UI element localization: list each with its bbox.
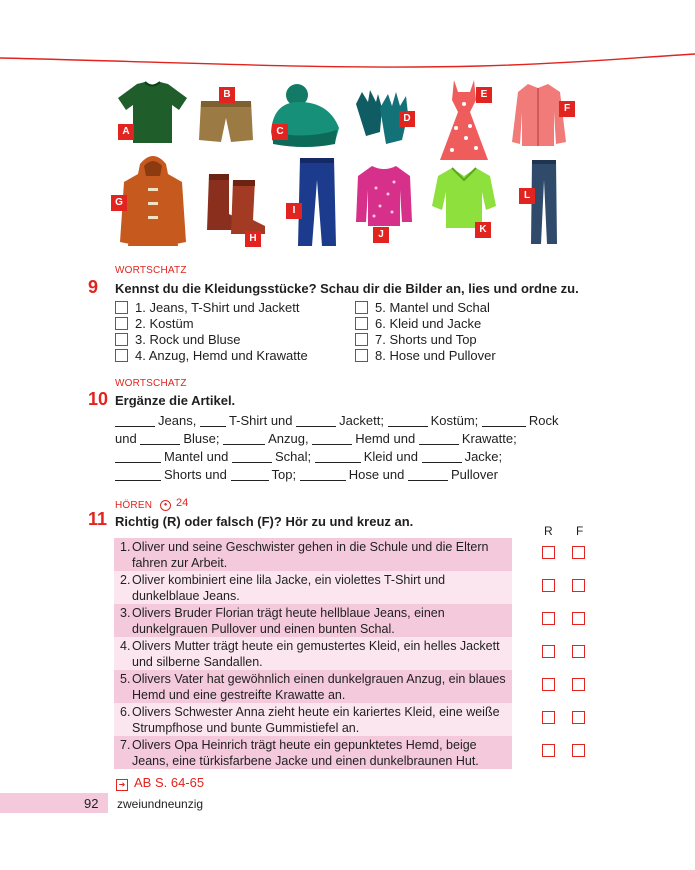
blank[interactable] — [315, 450, 361, 463]
image-label-j: J — [373, 227, 389, 243]
checkbox-richtig[interactable] — [542, 612, 555, 625]
ex10-category: WORTSCHATZ — [115, 378, 187, 389]
checkbox-falsch[interactable] — [572, 711, 585, 724]
ex9-option[interactable]: 7. Shorts und Top — [355, 332, 477, 348]
page-number-word: zweiundneunzig — [117, 797, 204, 811]
ex9-option[interactable]: 4. Anzug, Hemd und Krawatte — [115, 348, 308, 364]
blank[interactable] — [232, 450, 272, 463]
checkbox-falsch[interactable] — [572, 579, 585, 592]
checkbox[interactable] — [115, 349, 128, 362]
ex10-line: Mantel und Schal; Kleid und Jacke; — [115, 448, 575, 465]
blank[interactable] — [300, 468, 346, 481]
image-k-blouse — [430, 166, 498, 230]
ex10-line: Jeans, T-Shirt und Jackett; Kostüm; Rock — [115, 412, 575, 429]
ex9-option[interactable]: 6. Kleid und Jacke — [355, 316, 481, 332]
ex9-option[interactable]: 1. Jeans, T-Shirt und Jackett — [115, 300, 300, 316]
ex10-line: und Bluse; Anzug, Hemd und Krawatte; — [115, 431, 517, 446]
ex9-task: Kennst du die Kleidungsstücke? Schau dir die Bilder an, lies und ordne zu. — [115, 281, 579, 296]
ex10-task: Ergänze die Artikel. — [115, 393, 236, 408]
checkbox[interactable] — [115, 317, 128, 330]
blank[interactable] — [115, 450, 161, 463]
checkbox-richtig[interactable] — [542, 579, 555, 592]
checkbox-richtig[interactable] — [542, 678, 555, 691]
statement-row: 5. Olivers Vater hat gewöhnlich einen dunkelgrauen Anzug, ein blaues Hemd und eine gestreifte Krawatte an. — [114, 670, 512, 703]
column-header-r: R — [544, 524, 553, 538]
image-g-coat — [118, 152, 188, 248]
checkbox-falsch[interactable] — [572, 678, 585, 691]
blank[interactable] — [312, 432, 352, 445]
ex9-category: WORTSCHATZ — [115, 265, 187, 276]
blank[interactable] — [296, 414, 336, 427]
ex11-track[interactable]: ● 24 — [160, 497, 188, 511]
blank[interactable] — [482, 414, 526, 427]
checkbox-falsch[interactable] — [572, 645, 585, 658]
blank[interactable] — [422, 450, 462, 463]
checkbox[interactable] — [115, 301, 128, 314]
statement-row: 4. Olivers Mutter trägt heute ein gemustertes Kleid, ein helles Jackett und silberne Sandallen. — [114, 637, 512, 670]
image-label-e: E — [476, 87, 492, 103]
checkbox[interactable] — [355, 317, 368, 330]
blank[interactable] — [223, 432, 265, 445]
statement-row: 2. Oliver kombiniert eine lila Jacke, ein violettes T-Shirt und dunkelblaue Jeans. — [114, 571, 512, 604]
image-label-f: F — [559, 101, 575, 117]
column-header-f: F — [576, 524, 584, 538]
checkbox-falsch[interactable] — [572, 612, 585, 625]
blank[interactable] — [231, 468, 269, 481]
ex9-number: 9 — [88, 277, 99, 297]
blank[interactable] — [200, 414, 226, 427]
statement-row: 6. Olivers Schwester Anna zieht heute ein kariertes Kleid, eine weiße Strumpfhose und bunte Gummistiefel an. — [114, 703, 512, 736]
checkbox-richtig[interactable] — [542, 546, 555, 559]
blank[interactable] — [140, 432, 180, 445]
blank[interactable] — [115, 414, 155, 427]
image-label-d: D — [399, 111, 415, 127]
checkbox[interactable] — [115, 333, 128, 346]
checkbox[interactable] — [355, 301, 368, 314]
checkbox-richtig[interactable] — [542, 744, 555, 757]
statement-row: 7. Olivers Opa Heinrich trägt heute ein gepunktetes Hemd, beige Jeans, eine türkisfarbene Jacke und einen dunkelbraunen Hut. — [114, 736, 512, 769]
ex9-option[interactable]: 5. Mantel und Schal — [355, 300, 490, 316]
arrow-icon: ➜ — [116, 779, 128, 791]
image-label-a: A — [118, 124, 134, 140]
ex11-category: HÖREN — [115, 500, 153, 511]
page-number: 92 — [84, 796, 99, 811]
image-h-boots — [203, 170, 267, 236]
checkbox-richtig[interactable] — [542, 645, 555, 658]
checkbox-richtig[interactable] — [542, 711, 555, 724]
checkbox[interactable] — [355, 333, 368, 346]
ex9-option[interactable]: 8. Hose und Pullover — [355, 348, 496, 364]
image-label-c: C — [272, 124, 288, 140]
image-j-sweater — [354, 164, 414, 230]
image-b-shorts — [198, 98, 254, 146]
ex10-line: Shorts und Top; Hose und Pullover — [115, 466, 575, 483]
image-label-l: L — [519, 188, 535, 204]
image-label-i: I — [286, 203, 302, 219]
ex11-task: Richtig (R) oder falsch (F)? Hör zu und kreuz an. — [115, 514, 414, 529]
image-label-g: G — [111, 195, 127, 211]
image-label-k: K — [475, 222, 491, 238]
ex10-number: 10 — [88, 389, 109, 409]
ex9-option[interactable]: 3. Rock und Bluse — [115, 332, 241, 348]
statement-row: 3. Olivers Bruder Florian trägt heute hellblaue Jeans, einen dunkelgrauen Pullover und einen bunten Schal. — [114, 604, 512, 637]
ex9-option[interactable]: 2. Kostüm — [115, 316, 194, 332]
blank[interactable] — [419, 432, 459, 445]
workbook-reference[interactable]: ➜ AB S. 64-65 — [116, 775, 204, 791]
checkbox[interactable] — [355, 349, 368, 362]
ex11-number: 11 — [88, 509, 108, 529]
checkbox-falsch[interactable] — [572, 744, 585, 757]
checkbox-falsch[interactable] — [572, 546, 585, 559]
image-label-b: B — [219, 87, 235, 103]
image-i-jeans — [296, 156, 338, 248]
audio-icon[interactable]: ● — [160, 500, 171, 511]
blank[interactable] — [408, 468, 448, 481]
top-red-line — [0, 0, 695, 70]
blank[interactable] — [115, 468, 161, 481]
blank[interactable] — [388, 414, 428, 427]
statement-row: 1. Oliver und seine Geschwister gehen in die Schule und die Eltern fahren zur Arbeit. — [114, 538, 512, 571]
image-label-h: H — [245, 231, 261, 247]
